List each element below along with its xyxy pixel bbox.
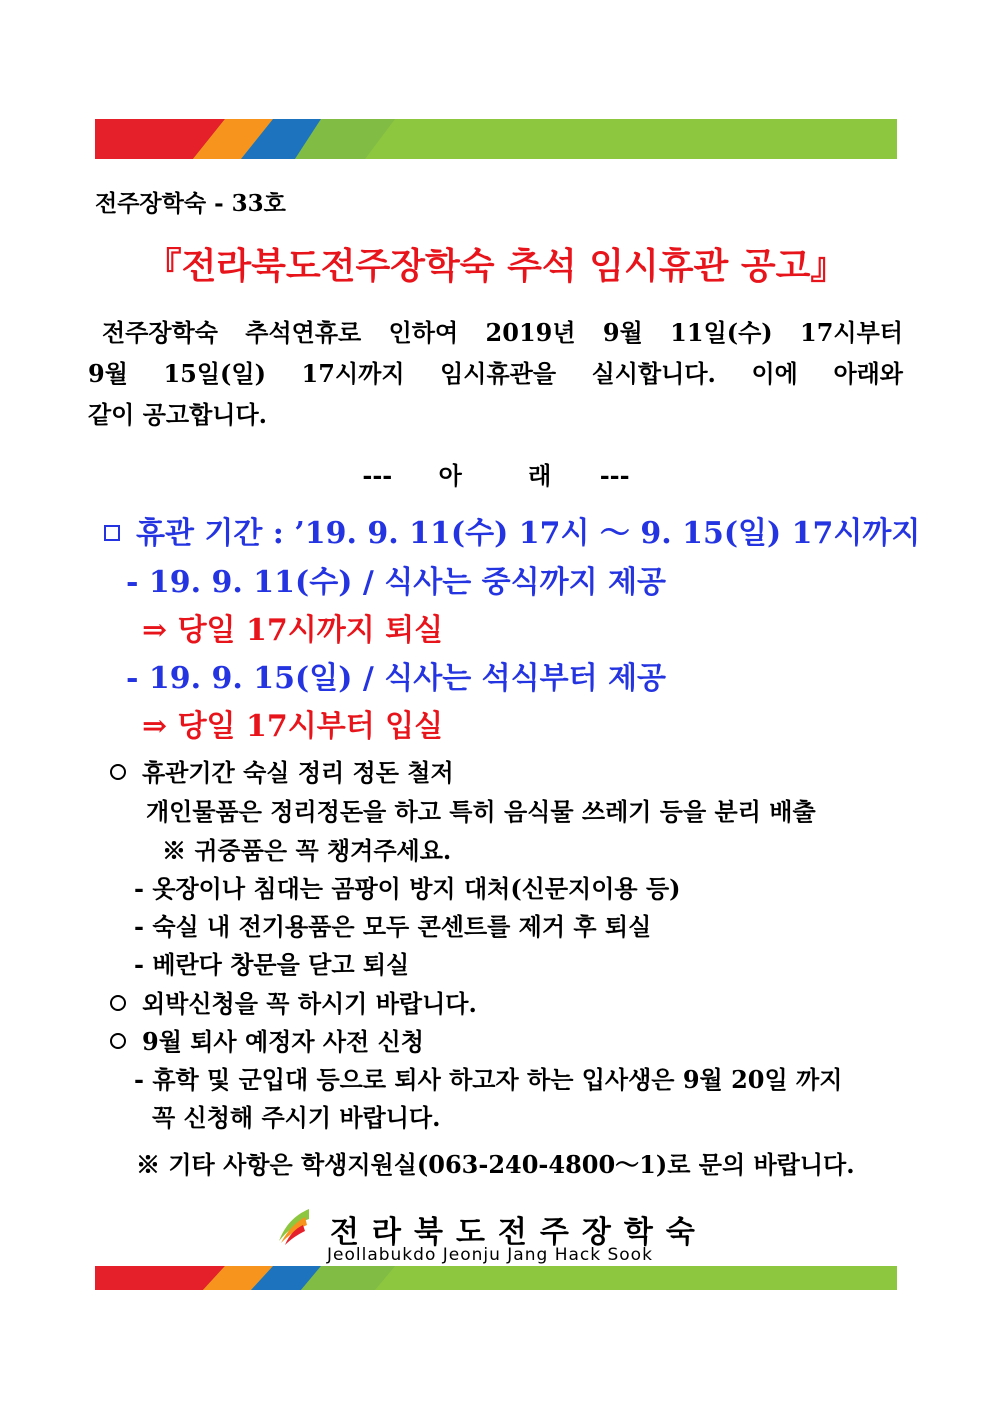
intro-paragraph xyxy=(88,312,903,435)
clean-sub-2: - 숙실 내 전기용품은 모두 콘센트를 제거 후 퇴실 xyxy=(134,912,652,941)
jangsuk-logo-icon xyxy=(275,1207,315,1247)
leave-sub-1: - 휴학 및 군입대 등으로 퇴사 하고자 하는 입사생은 9월 20일 까지 xyxy=(134,1065,843,1094)
circle-bullet-icon xyxy=(110,764,126,780)
document-number: 전주장학숙 - 33호 xyxy=(95,190,286,217)
intro-line-1: 전주장학숙 추석연휴로 인하여 2019년 9월 11일(수) 17시부터 xyxy=(102,318,903,347)
closure-period-text: 휴관 기간 : ’19. 9. 11(수) 17시 ～ 9. 15(일) 17시까지 xyxy=(136,516,921,551)
contact-note: ※ 기타 사항은 학생지원실(063-240-4800～1)로 문의 바랍니다. xyxy=(136,1150,855,1179)
leave-sub-2: 꼭 신청해 주시기 바랍니다. xyxy=(152,1103,441,1132)
square-bullet-icon xyxy=(104,525,120,541)
clean-detail: 개인물품은 정리정돈을 하고 특히 음식물 쓰레기 등을 분리 배출 xyxy=(146,797,816,826)
overnight-item xyxy=(110,984,477,1019)
closure-day1: - 19. 9. 11(수) / 식사는 중식까지 제공 xyxy=(126,565,666,600)
section-heading-below xyxy=(0,456,992,491)
bottom-decorative-band xyxy=(95,1266,897,1290)
clean-heading-text: 휴관기간 숙실 정리 정돈 철저 xyxy=(142,758,454,787)
clean-heading xyxy=(110,753,454,788)
notice-title: 『전라북도전주장학숙 추석 임시휴관 공고』 xyxy=(145,245,847,287)
leave-heading-text: 9월 퇴사 예정자 사전 신청 xyxy=(142,1027,424,1056)
dash-left: --- xyxy=(362,461,393,490)
leave-heading xyxy=(110,1022,424,1057)
heading-char-a: 아 xyxy=(438,461,462,490)
closure-day2-note: ⇒ 당일 17시부터 입실 xyxy=(142,709,444,744)
clean-note: ※ 귀중품은 꼭 챙겨주세요. xyxy=(162,836,452,865)
circle-bullet-icon xyxy=(110,995,126,1011)
clean-sub-1: - 옷장이나 침대는 곰팡이 방지 대처(신문지이용 등) xyxy=(134,874,681,903)
clean-sub-3: - 베란다 창문을 닫고 퇴실 xyxy=(134,950,410,979)
footer-org-name-en: Jeollabukdo Jeonju Jang Hack Sook xyxy=(327,1245,653,1265)
heading-char-rae: 래 xyxy=(528,461,552,490)
intro-line-2: 9월 15일(일) 17시까지 임시휴관을 실시합니다. 이에 아래와 xyxy=(88,359,903,388)
footer-org-name: 전라북도전주장학숙 xyxy=(330,1215,708,1250)
top-decorative-band xyxy=(95,119,897,159)
circle-bullet-icon xyxy=(110,1033,126,1049)
closure-day1-note: ⇒ 당일 17시까지 퇴실 xyxy=(142,613,444,648)
closure-day2: - 19. 9. 15(일) / 식사는 석식부터 제공 xyxy=(126,661,666,696)
dash-right: --- xyxy=(599,461,630,490)
overnight-text: 외박신청을 꼭 하시기 바랍니다. xyxy=(142,989,477,1018)
intro-line-3: 같이 공고합니다. xyxy=(88,400,267,429)
closure-period xyxy=(104,508,920,552)
